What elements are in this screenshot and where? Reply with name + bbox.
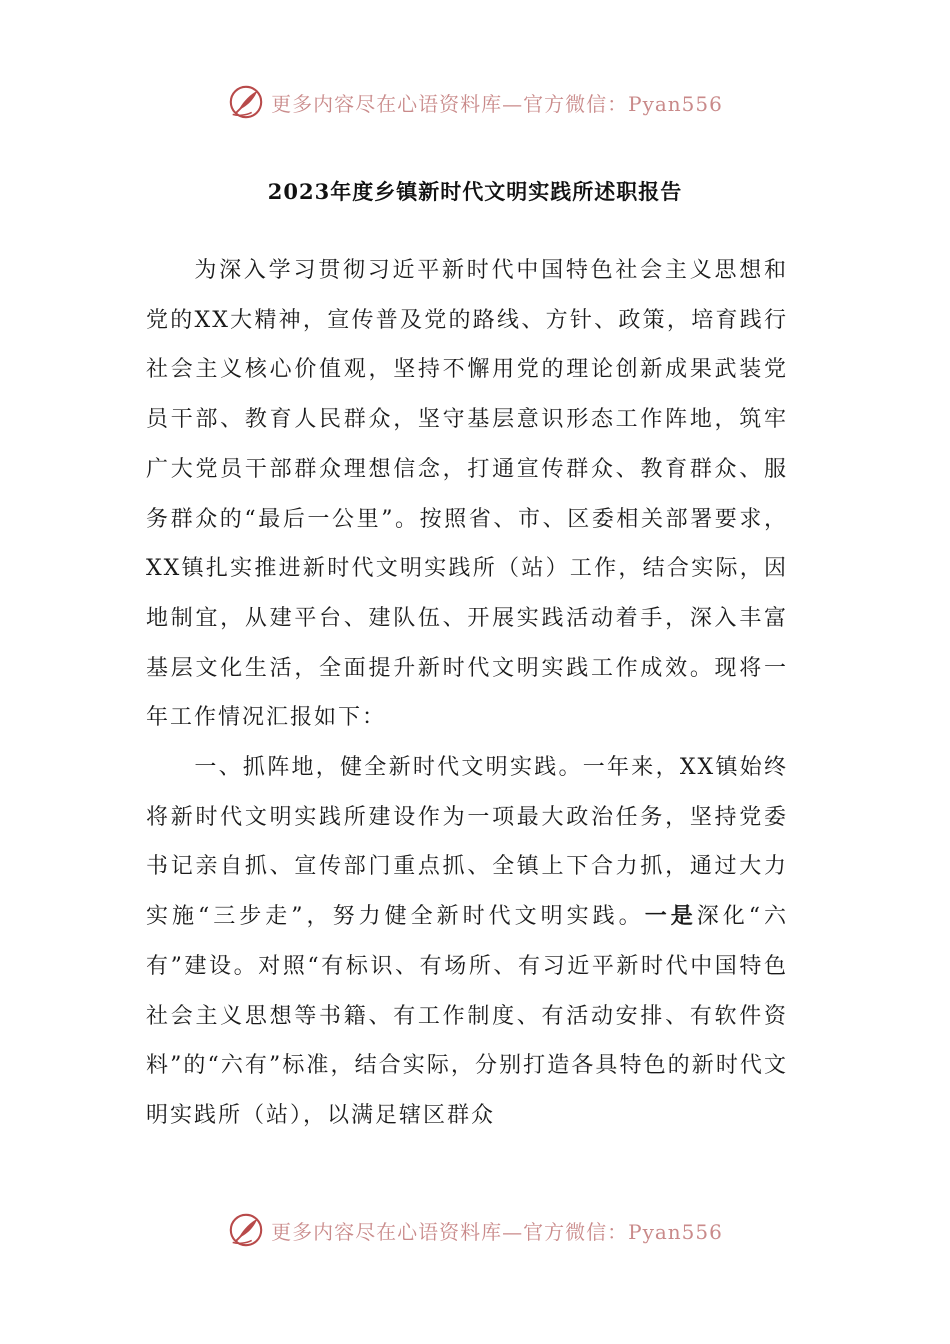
paragraph-section-one — [146, 743, 788, 1141]
header-watermark-banner — [0, 80, 950, 124]
paragraph-text-before: 一、抓阵地，健全新时代文明实践。一年来，XX镇始终将新时代文明实践所建设作为一项最大政治任务，坚持党委书记亲自抓、宣传部门重点抓、全镇上下合力抓，通过大力实施“三步走”，努力健全新时代文明实践。 — [146, 755, 788, 930]
quill-pen-logo-icon — [227, 83, 265, 121]
document-title: 2023年度乡镇新时代文明实践所述职报告 — [267, 179, 683, 204]
paragraph-intro: 为深入学习贯彻习近平新时代中国特色社会主义思想和党的XX大精神，宣传普及党的路线、方针、政策，培育践行社会主义核心价值观，坚持不懈用党的理论创新成果武装党员干部、教育人民群众，坚守基层意识形态工作阵地，筑牢广大党员干部群众理想信念，打通宣传群众、教育群众、服务群众的“最后一公里”。按照省、市、区委相关部署要求，XX镇扎实推进新时代文明实践所（站）工作，结合实际，因地制宜，从建平台、建队伍、开展实践活动着手，深入丰富基层文化生活，全面提升新时代文明实践工作成效。现将一年工作情况汇报如下： — [146, 258, 788, 731]
quill-pen-logo-icon — [227, 1211, 265, 1249]
footer-watermark-banner — [0, 1208, 950, 1252]
bold-lead-phrase: 一是 — [644, 903, 697, 930]
document-body — [146, 246, 788, 1141]
watermark-text: 更多内容尽在心语资料库—官方微信：Pyan556 — [271, 91, 723, 116]
watermark-text: 更多内容尽在心语资料库—官方微信：Pyan556 — [271, 1219, 723, 1244]
paragraph-text-after: 深化“六有”建设。对照“有标识、有场所、有习近平新时代中国特色社会主义思想等书籍、有工作制度、有活动安排、有软件资料”的“六有”标准，结合实际，分别打造各具特色的新时代文明实践所（站），以满足辖区群众 — [146, 904, 788, 1128]
